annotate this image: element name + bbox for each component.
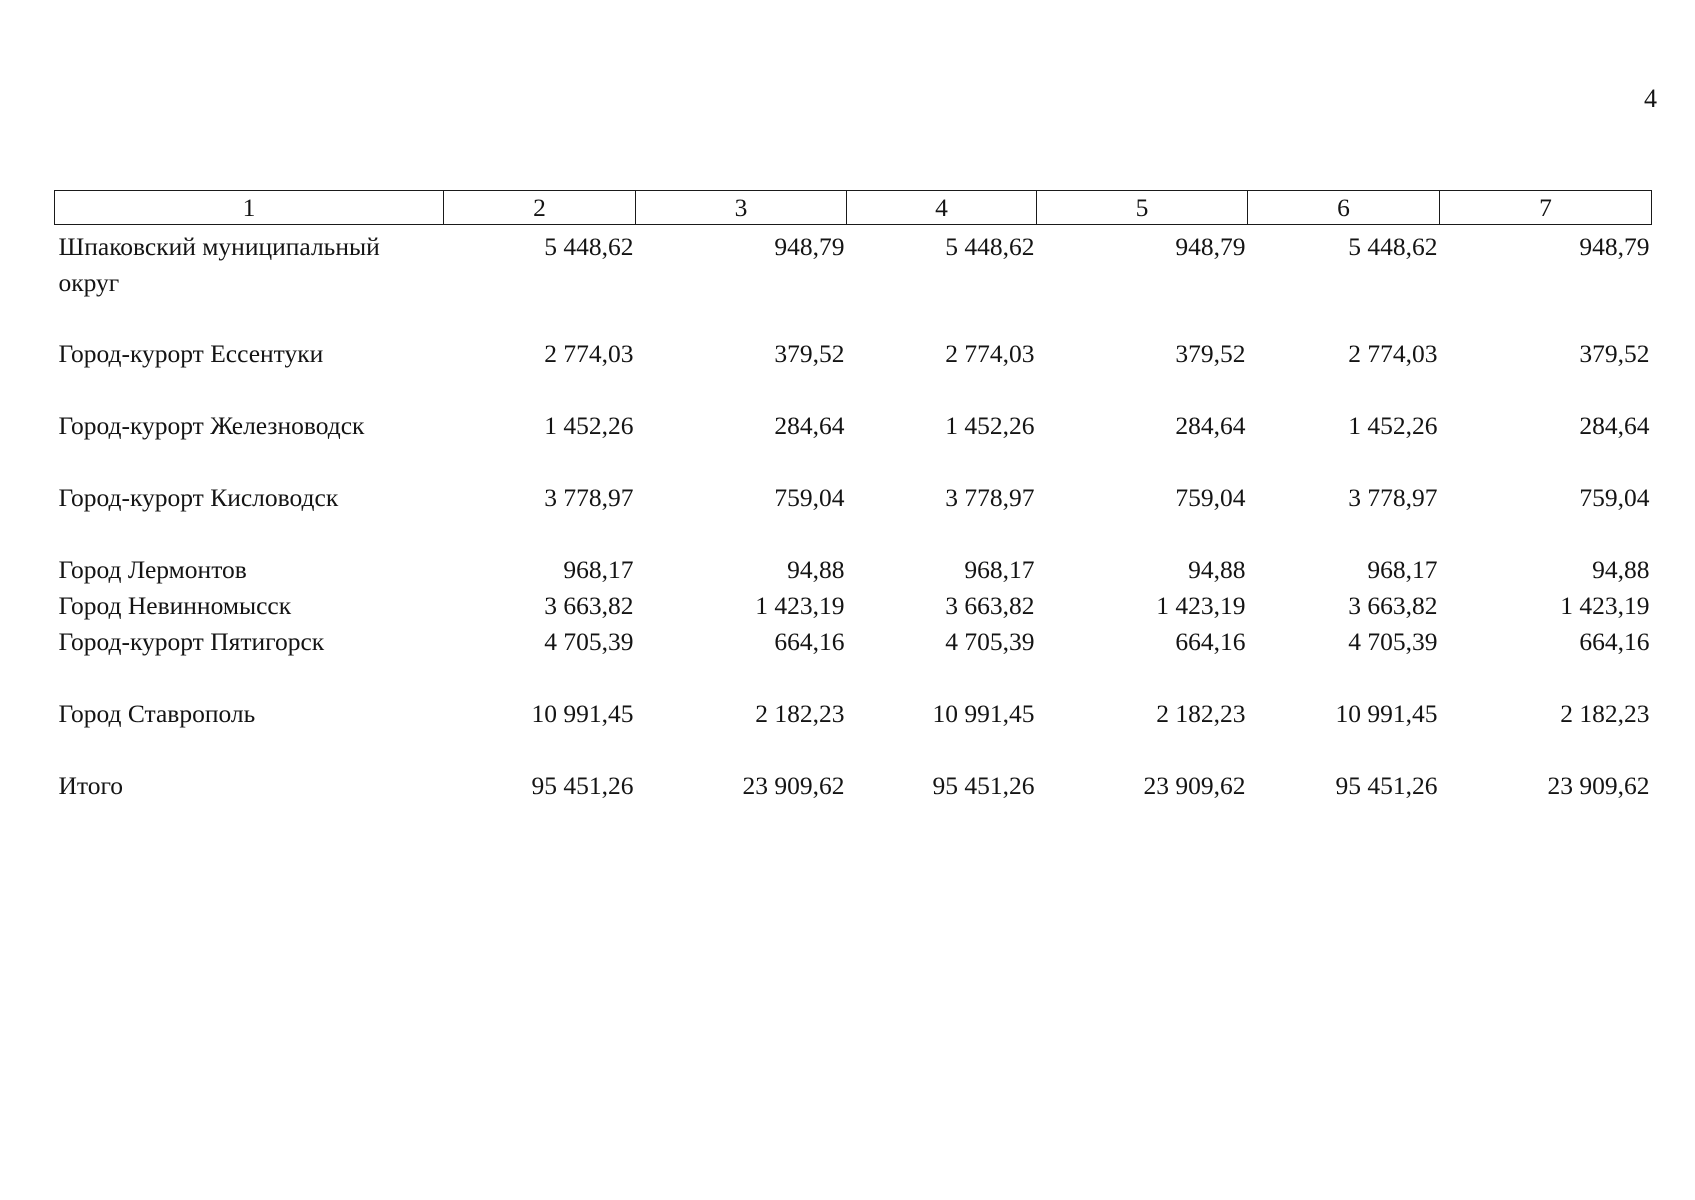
row-name: Итого (58, 771, 124, 800)
table-cell: 2 774,03 (1348, 339, 1438, 368)
column-number-header: 6 (1248, 191, 1440, 225)
data-table (54, 190, 1652, 804)
table-cell: 3 778,97 (945, 483, 1035, 512)
table-cell: 5 448,62 (1348, 232, 1438, 261)
table-cell: 10 991,45 (932, 699, 1035, 728)
table-row (55, 624, 1652, 696)
table-cell: 664,16 (774, 627, 845, 656)
column-number-header: 7 (1440, 191, 1652, 225)
table-row (55, 696, 1652, 768)
table-cell: 1 452,26 (945, 411, 1035, 440)
table-cell: 2 774,03 (945, 339, 1035, 368)
table-cell: 10 991,45 (1335, 699, 1438, 728)
table-row (55, 336, 1652, 408)
total-row (55, 768, 1652, 804)
table-row (55, 408, 1652, 480)
table-cell: 1 452,26 (1348, 411, 1438, 440)
table-row (55, 552, 1652, 588)
table-cell: 759,04 (774, 483, 845, 512)
column-number-header: 4 (847, 191, 1037, 225)
table-cell: 968,17 (964, 555, 1035, 584)
table-cell: 1 423,19 (1156, 591, 1246, 620)
column-number-header: 1 (55, 191, 444, 225)
row-name: Город-курорт Пятигорск (58, 627, 325, 656)
table-cell: 4 705,39 (544, 627, 634, 656)
column-number-header: 3 (636, 191, 847, 225)
table-cell: 284,64 (1175, 411, 1246, 440)
table-cell: 10 991,45 (531, 699, 634, 728)
table-cell: 1 452,26 (544, 411, 634, 440)
table-cell: 2 182,23 (1560, 699, 1650, 728)
table-cell: 94,88 (787, 555, 845, 584)
table-row (55, 225, 1652, 337)
table-cell: 4 705,39 (945, 627, 1035, 656)
table-cell: 3 663,82 (945, 591, 1035, 620)
table-cell: 23 909,62 (1547, 771, 1650, 800)
table-cell: 968,17 (1367, 555, 1438, 584)
table-cell: 95 451,26 (932, 771, 1035, 800)
table-cell: 379,52 (1579, 339, 1650, 368)
table-cell: 3 778,97 (544, 483, 634, 512)
table-cell: 284,64 (774, 411, 845, 440)
table-cell: 379,52 (1175, 339, 1246, 368)
table-cell: 664,16 (1579, 627, 1650, 656)
table-cell: 5 448,62 (945, 232, 1035, 261)
table-cell: 3 663,82 (544, 591, 634, 620)
table-cell: 2 774,03 (544, 339, 634, 368)
table-cell: 948,79 (774, 232, 845, 261)
table-cell: 2 182,23 (1156, 699, 1246, 728)
row-name: Шпаковский муниципальный округ (58, 232, 380, 297)
table-cell: 759,04 (1175, 483, 1246, 512)
table-cell: 5 448,62 (544, 232, 634, 261)
table-cell: 95 451,26 (1335, 771, 1438, 800)
table-cell: 284,64 (1579, 411, 1650, 440)
table-cell: 759,04 (1579, 483, 1650, 512)
table-cell: 23 909,62 (1143, 771, 1246, 800)
table-cell: 1 423,19 (1560, 591, 1650, 620)
table-cell: 948,79 (1579, 232, 1650, 261)
table-cell: 3 778,97 (1348, 483, 1438, 512)
row-name: Город Лермонтов (58, 555, 247, 584)
table-cell: 664,16 (1175, 627, 1246, 656)
row-name: Город-курорт Ессентуки (58, 339, 324, 368)
table-cell: 95 451,26 (531, 771, 634, 800)
row-name: Город Невинномысск (58, 591, 292, 620)
table-cell: 94,88 (1188, 555, 1246, 584)
table-cell: 4 705,39 (1348, 627, 1438, 656)
row-name: Город Ставрополь (58, 699, 256, 728)
column-number-header: 2 (444, 191, 636, 225)
table-cell: 968,17 (563, 555, 634, 584)
table-cell: 379,52 (774, 339, 845, 368)
page-number: 4 (1644, 84, 1657, 113)
table-cell: 23 909,62 (742, 771, 845, 800)
table-cell: 948,79 (1175, 232, 1246, 261)
column-number-header: 5 (1037, 191, 1248, 225)
row-name: Город-курорт Железноводск (58, 411, 365, 440)
row-name: Город-курорт Кисловодск (58, 483, 339, 512)
table-cell: 2 182,23 (755, 699, 845, 728)
table-row (55, 480, 1652, 552)
table-row (55, 588, 1652, 624)
column-number-row (55, 191, 1652, 225)
table-cell: 94,88 (1592, 555, 1650, 584)
table-cell: 1 423,19 (755, 591, 845, 620)
table-cell: 3 663,82 (1348, 591, 1438, 620)
